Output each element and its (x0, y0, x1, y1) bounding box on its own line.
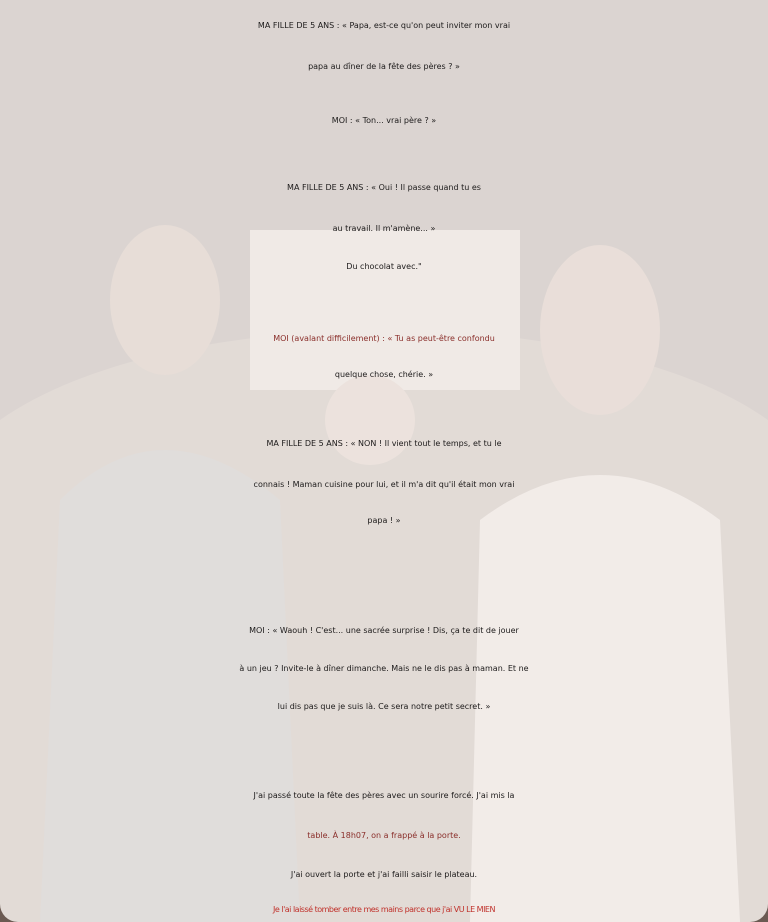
story-line: J'ai ouvert la porte et j'ai failli saisir le plateau. (290, 870, 478, 879)
story-line: connais ! Maman cuisine pour lui, et il m'a dit qu'il était mon vrai (253, 480, 515, 489)
story-line: lui dis pas que je suis là. Ce sera notre petit secret. » (277, 702, 491, 711)
story-line: quelque chose, chérie. » (334, 370, 434, 379)
story-line: papa ! » (367, 516, 401, 525)
story-line: MOI : « Waouh ! C'est... une sacrée surprise ! Dis, ça te dit de jouer (249, 626, 519, 635)
story-line: Du chocolat avec." (346, 262, 422, 271)
story-line: MA FILLE DE 5 ANS : « Papa, est-ce qu'on peut inviter mon vrai (257, 21, 511, 30)
story-line: papa au dîner de la fête des pères ? » (308, 62, 460, 71)
story-line: J'ai passé toute la fête des pères avec un sourire forcé. J'ai mis la (253, 791, 515, 800)
story-line: MA FILLE DE 5 ANS : « Oui ! Il passe quand tu es (287, 183, 481, 192)
story-line: MA FILLE DE 5 ANS : « NON ! Il vient tout le temps, et tu le (266, 439, 502, 448)
story-line: table. À 18h07, on a frappé à la porte. (307, 831, 461, 840)
story-line: au travail. Il m'amène... » (332, 224, 436, 233)
story-line: MOI (avalant difficilement) : « Tu as peut-être confondu (273, 334, 495, 343)
story-line: Je l'ai laissé tomber entre mes mains parce que j'ai VU LE MIEN (273, 905, 495, 914)
story-line: MOI : « Ton... vrai père ? » (331, 116, 437, 125)
story-line: à un jeu ? Invite-le à dîner dimanche. Mais ne le dis pas à maman. Et ne (239, 664, 529, 673)
